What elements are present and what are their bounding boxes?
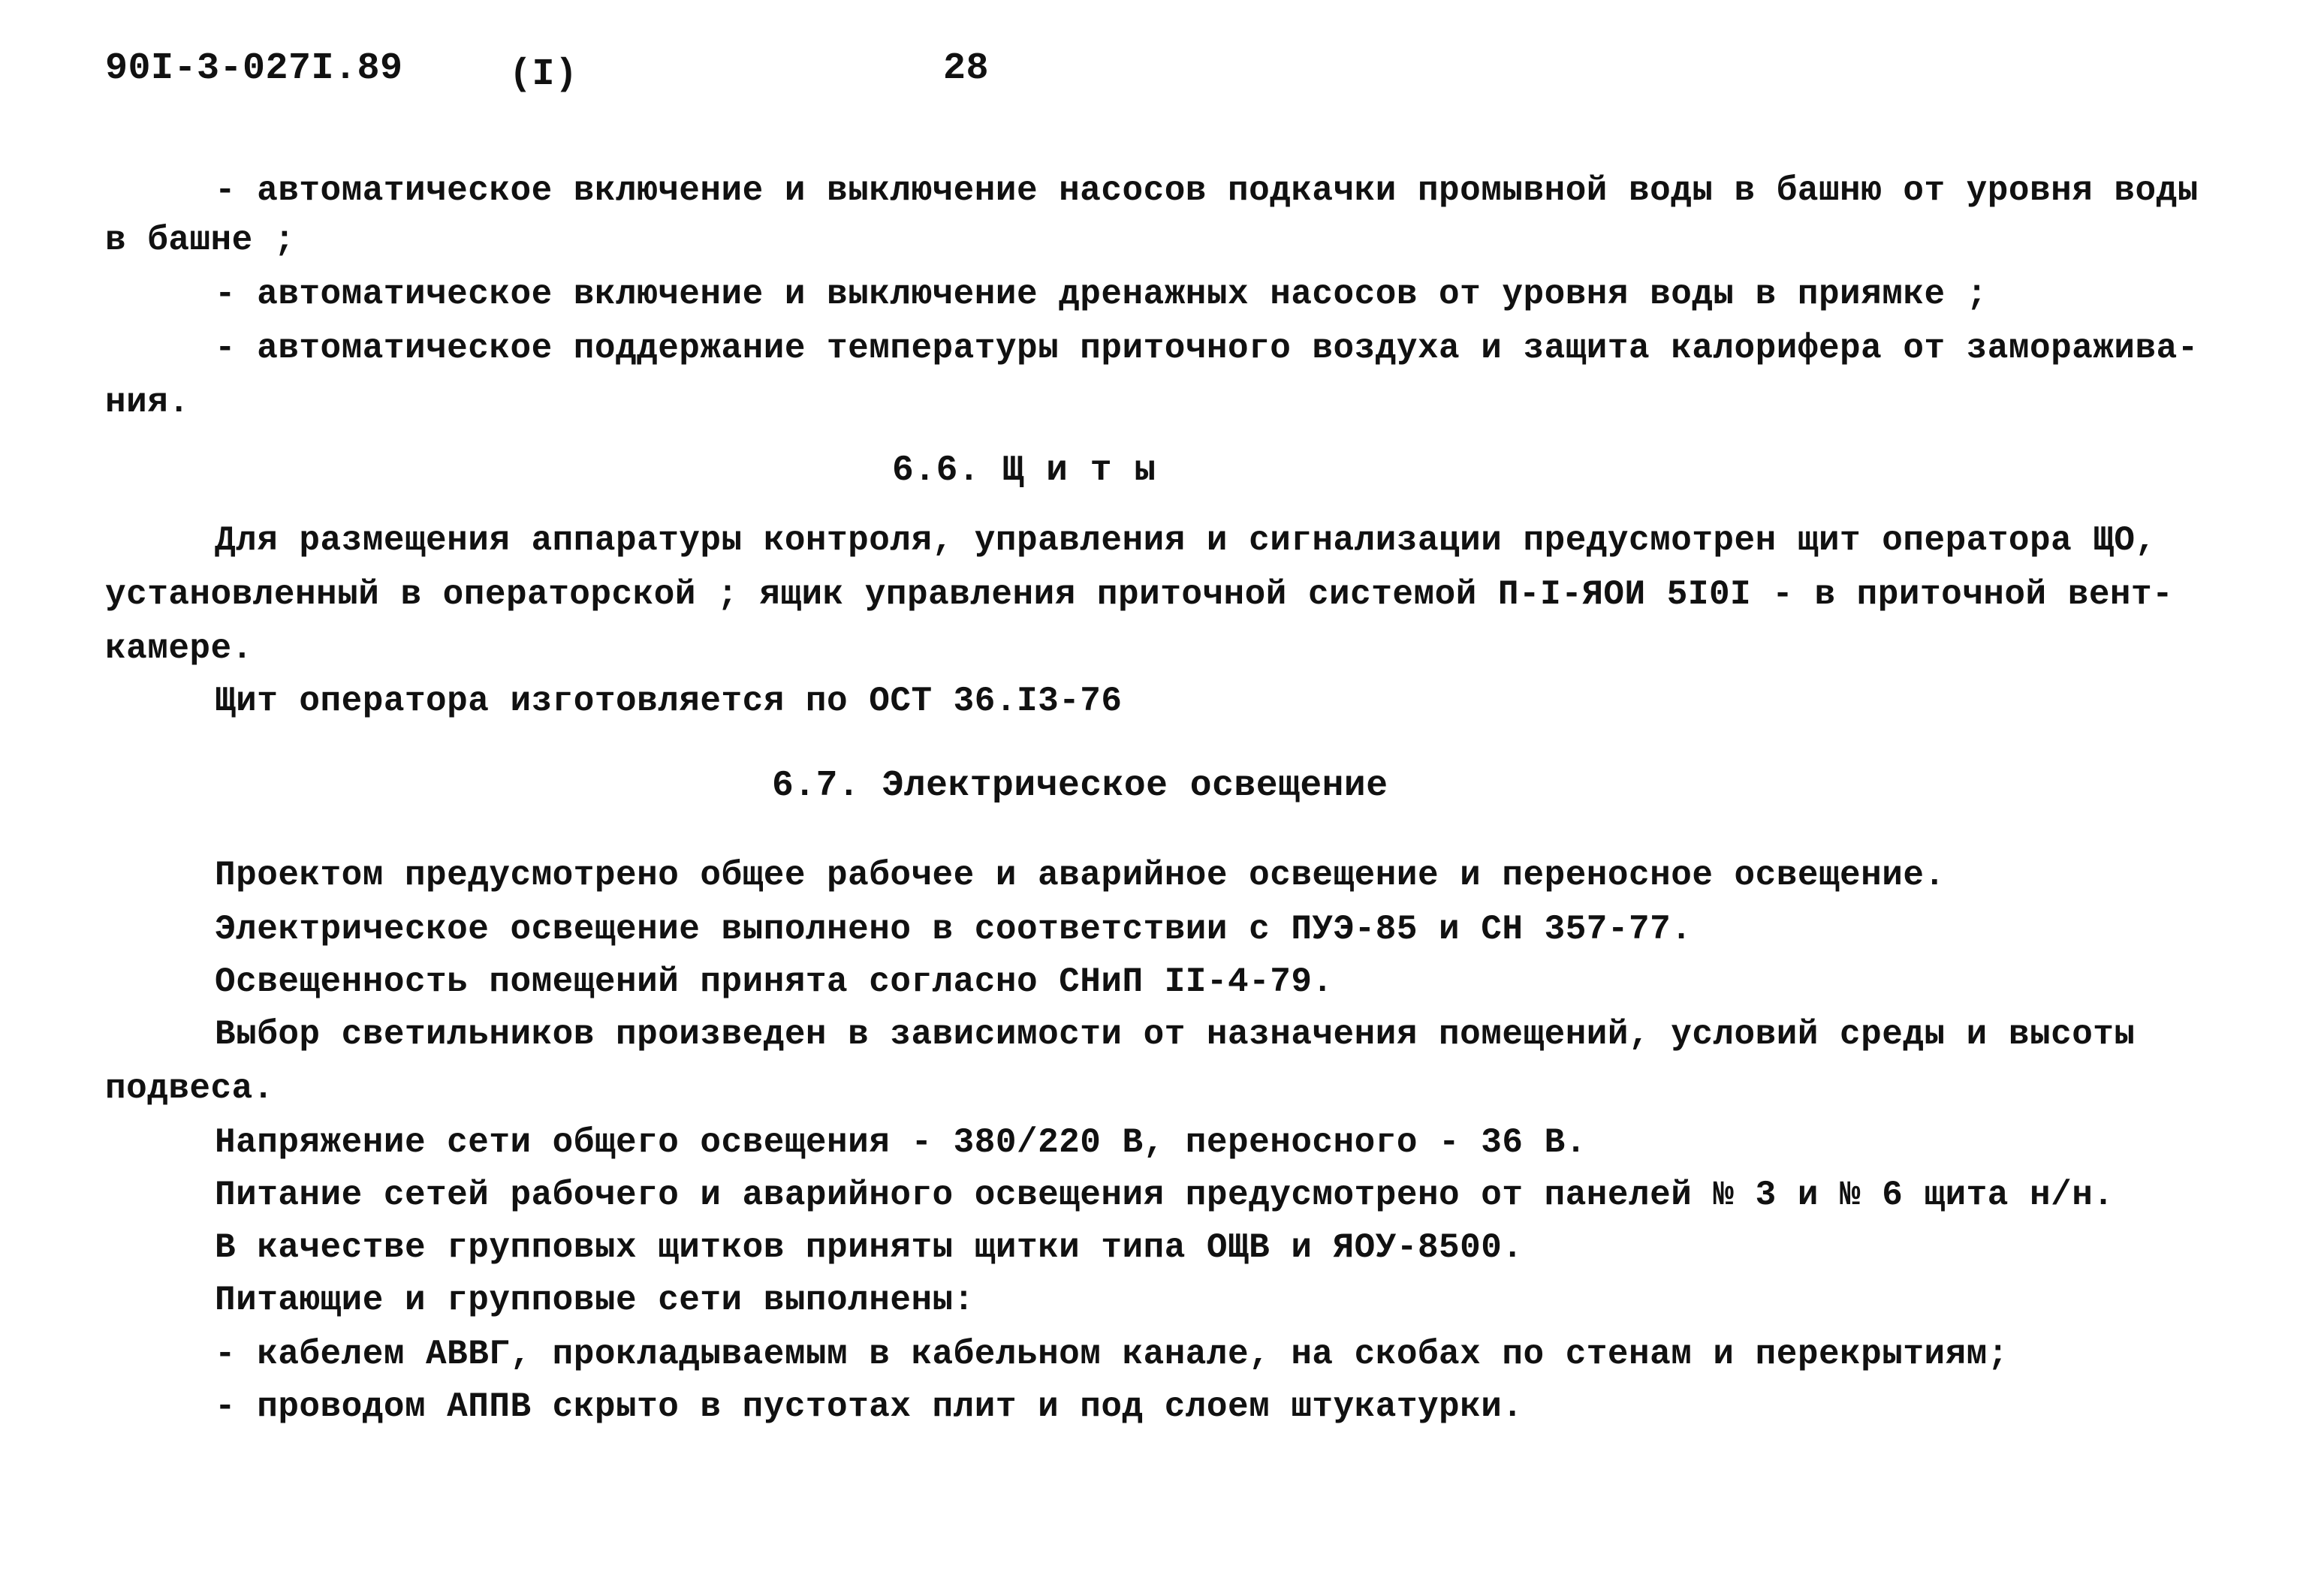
automation-item-2: - автоматическое включение и выключение дренажных насосов от уровня воды в приямке ; <box>215 275 1988 314</box>
section-6-7-line-6: Напряжение сети общего освещения - 380/220 В, переносного - 36 В. <box>215 1123 1587 1162</box>
section-6-6-line-2: установленный в операторской ; ящик управления приточной системой П-I-ЯОИ 5I0I - в приточной вент- <box>105 575 2174 614</box>
section-6-7-line-8: В качестве групповых щитков приняты щитки типа ОЩВ и ЯОУ-8500. <box>215 1228 1524 1267</box>
section-6-6-line-1: Для размещения аппаратуры контроля, управления и сигнализации предусмотрен щит оператора ЩО, <box>215 521 2157 560</box>
section-6-6-heading: 6.6. Щ и т ы <box>892 450 1156 491</box>
automation-item-1: - автоматическое включение и выключение насосов подкачки промывной воды в башню от уровня воды <box>215 171 2199 210</box>
document-part: (I) <box>509 53 578 96</box>
section-6-7-line-10: - кабелем АВВГ, прокладываемым в кабельном канале, на скобах по стенам и перекрытиям; <box>215 1335 2009 1374</box>
section-6-7-line-3: Освещенность помещений принята согласно СНиП II-4-79. <box>215 962 1334 1001</box>
section-6-7-line-1: Проектом предусмотрено общее рабочее и аварийное освещение и переносное освещение. <box>215 856 1946 895</box>
section-6-6-line-3: камере. <box>105 629 253 668</box>
automation-item-3-cont: ния. <box>105 383 190 422</box>
page-number: 28 <box>943 47 990 90</box>
document-code: 90I-3-027I.89 <box>105 47 403 90</box>
section-6-7-line-2: Электрическое освещение выполнено в соответствии с ПУЭ-85 и СН 357-77. <box>215 910 1693 949</box>
section-6-7-heading: 6.7. Электрическое освещение <box>772 766 1388 806</box>
section-6-7-line-11: - проводом АППВ скрыто в пустотах плит и под слоем штукатурки. <box>215 1387 1524 1426</box>
section-6-7-line-9: Питающие и групповые сети выполнены: <box>215 1281 975 1320</box>
automation-item-1-cont: в башне ; <box>105 221 295 260</box>
section-6-6-line-4: Щит оператора изготовляется по ОСТ 36.I3-76 <box>215 682 1123 721</box>
section-6-7-line-5: подвеса. <box>105 1069 274 1108</box>
section-6-7-line-4: Выбор светильников произведен в зависимости от назначения помещений, условий среды и высоты <box>215 1015 2136 1054</box>
section-6-7-line-7: Питание сетей рабочего и аварийного освещения предусмотрено от панелей № 3 и № 6 щита н/н. <box>215 1176 2115 1215</box>
automation-item-3: - автоматическое поддержание температуры приточного воздуха и защита калорифера от замораживa- <box>215 329 2199 368</box>
